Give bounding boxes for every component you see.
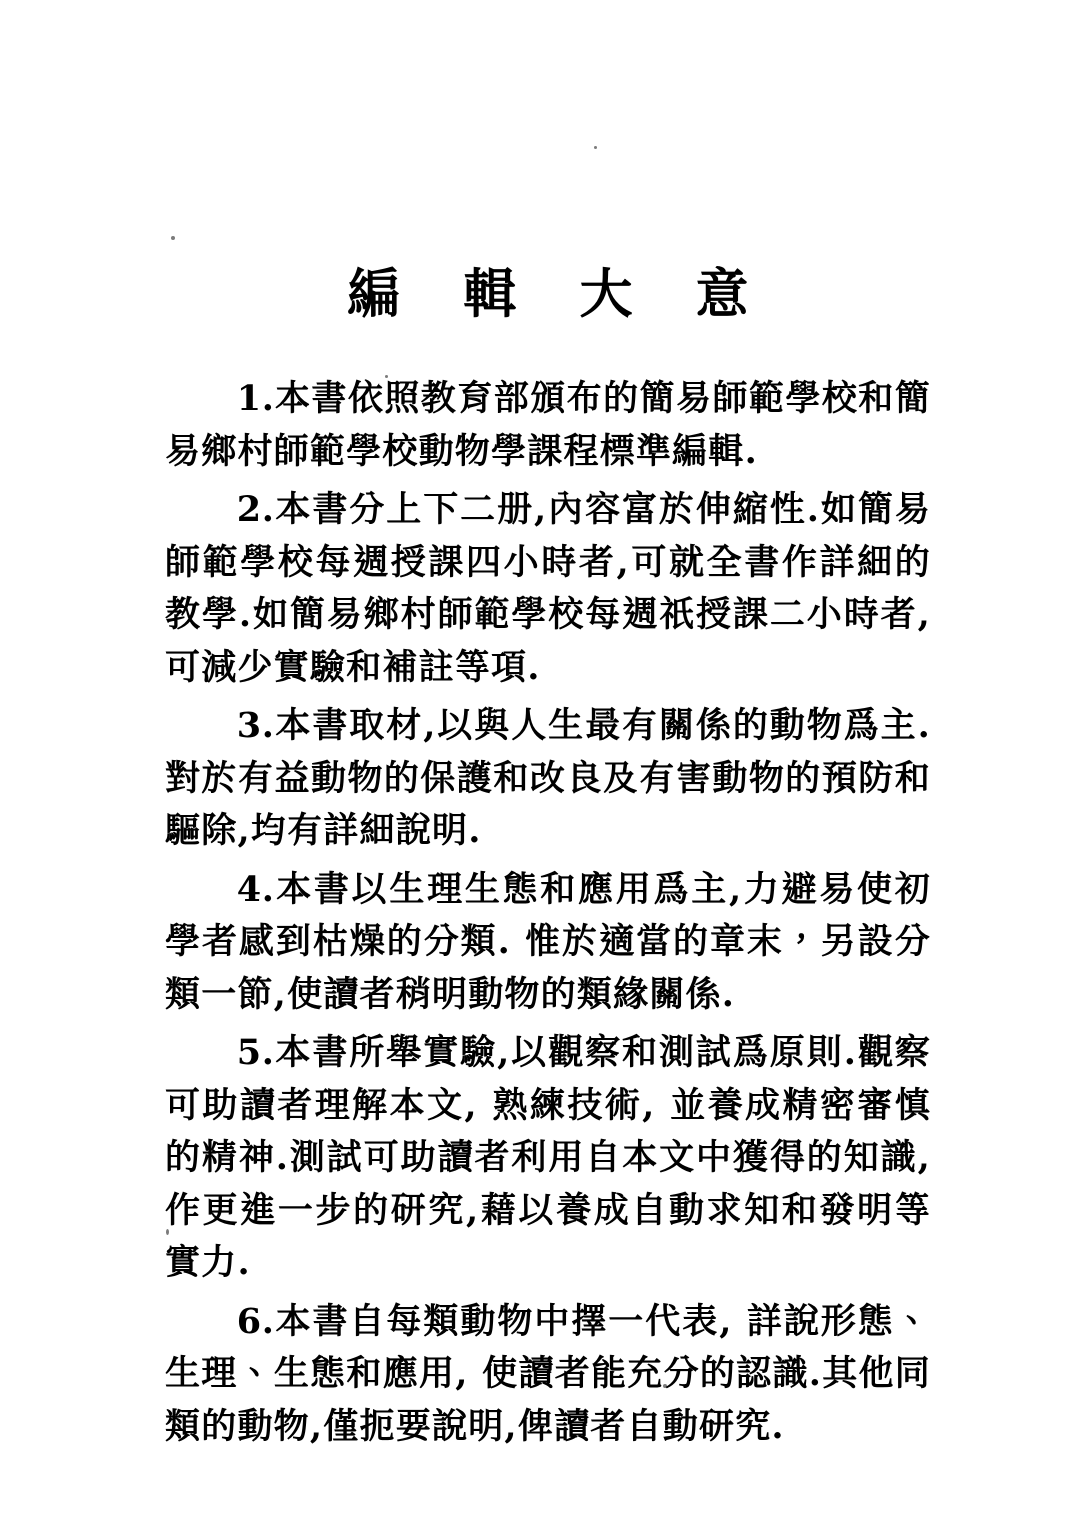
editorial-notes-list [165,373,931,1453]
list-item-number: 6. [236,1300,275,1342]
list-item [165,373,931,478]
list-item-text: 本書取材,以與人生最有關係的動物爲主.對於有益動物的保護和改良及有害動物的預防和驅除,均有詳細說明. [165,705,931,851]
list-item-number: 2. [236,489,275,530]
list-item-number: 5. [236,1032,275,1073]
list-item-text: 本書依照教育部頒布的簡易師範學校和簡易鄉村師範學校動物學課程標準編輯. [165,378,931,472]
list-item-text: 本書以生理生態和應用爲主,力避易使初學者感到枯燥的分類. 惟於適當的章末，另設分類一節,使讀者稍明動物的類緣關係. [165,868,931,1015]
list-item [165,1296,931,1454]
list-item-number: 4. [236,868,275,910]
list-item-text: 本書分上下二册,內容富於伸縮性.如簡易師範學校每週授課四小時者,可就全書作詳細的教學.如簡易鄉村師範學校每週祇授課二小時者,可減少實驗和補註等項. [165,489,931,688]
list-item [165,700,931,858]
list-item [165,864,931,1022]
list-item-text: 本書所舉實驗,以觀察和測試爲原則.觀察可助讀者理解本文, 熟練技術, 並養成精密審慎的精神.測試可助讀者利用自本文中獲得的知識,作更進一步的研究,藉以養成自動求知和發明等實力. [165,1032,931,1283]
page-title: 編 輯 大 意 [347,263,771,325]
list-item-text: 本書自每類動物中擇一代表, 詳說形態、生理、生態和應用, 使讀者能充分的認識.其他同類的動物,僅扼要說明,俾讀者自動研究. [165,1300,931,1447]
list-item-number: 3. [236,705,275,746]
list-item [165,1027,931,1290]
list-item-number: 1. [236,378,275,419]
page-content [165,0,931,1459]
list-item [165,484,931,694]
